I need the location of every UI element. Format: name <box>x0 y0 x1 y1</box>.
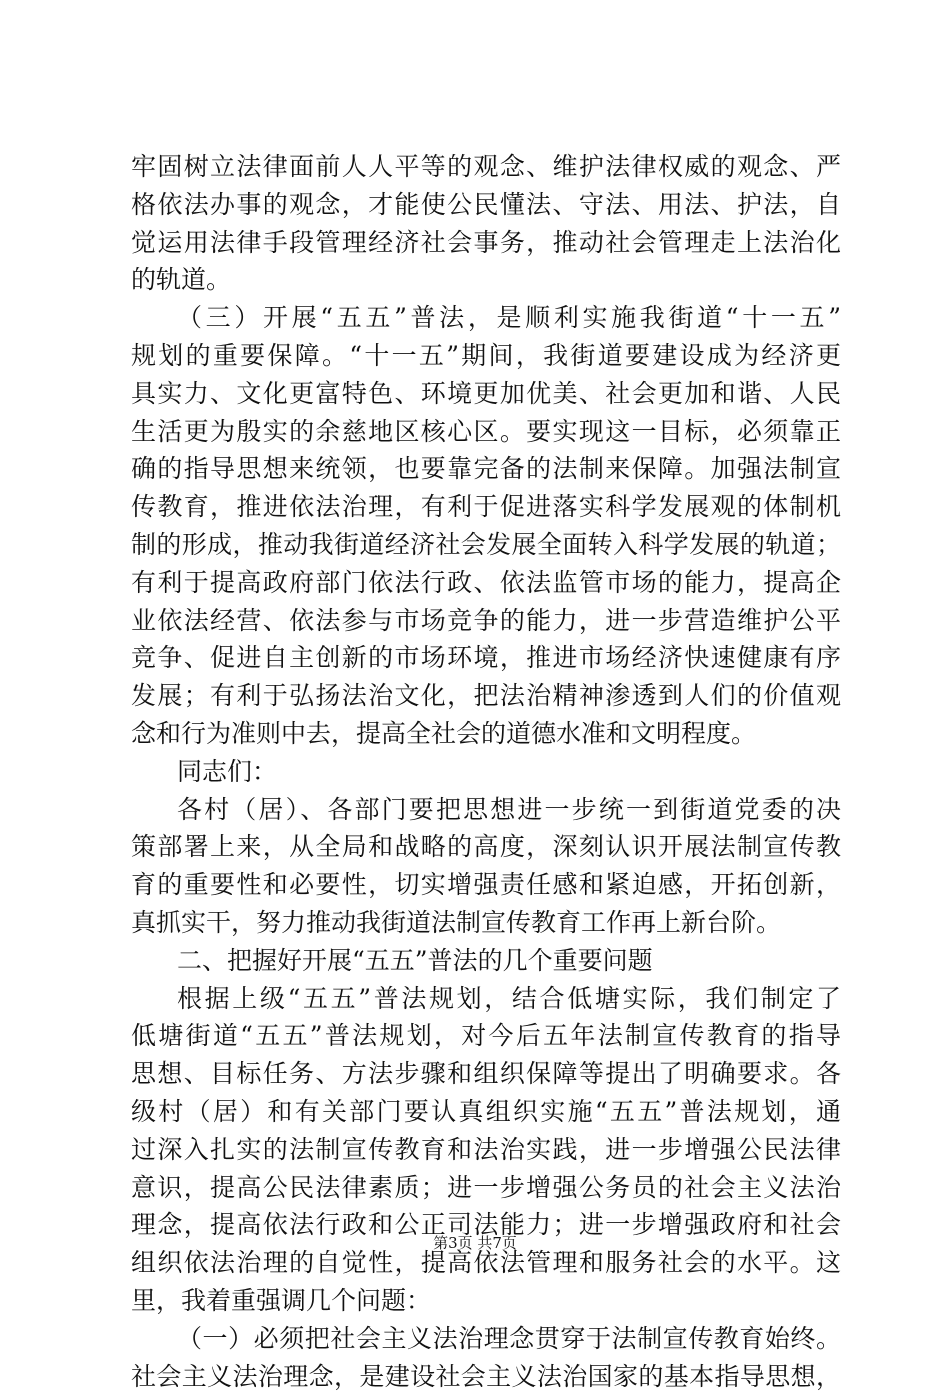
text-line: 级村（居）和有关部门要认真组织实施“五五”普法规划，通 <box>131 1093 841 1131</box>
page-footer: 第3页 共7页 <box>0 1233 950 1253</box>
text-line: 过深入扎实的法制宣传教育和法治实践，进一步增强公民法律 <box>131 1131 841 1169</box>
text-line: 社会主义法治理念，是建设社会主义法治国家的基本指导思想， <box>131 1358 841 1395</box>
text-line: 牢固树立法律面前人人平等的观念、维护法律权威的观念、严 <box>131 148 841 186</box>
text-line: 根据上级“五五”普法规划，结合低塘实际，我们制定了 <box>131 980 841 1018</box>
text-line: 育的重要性和必要性，切实增强责任感和紧迫感，开拓创新， <box>131 866 841 904</box>
text-line: （一）必须把社会主义法治理念贯穿于法制宣传教育始终。 <box>131 1320 841 1358</box>
text-line: 格依法办事的观念，才能使公民懂法、守法、用法、护法，自 <box>131 186 841 224</box>
text-line: （三）开展“五五”普法，是顺利实施我街道“十一五” <box>131 299 841 337</box>
text-line: 策部署上来，从全局和战略的高度，深刻认识开展法制宣传教 <box>131 828 841 866</box>
text-line: 念和行为准则中去，提高全社会的道德水准和文明程度。 <box>131 715 841 753</box>
text-line: 意识，提高公民法律素质；进一步增强公务员的社会主义法治 <box>131 1169 841 1207</box>
text-line: 竞争、促进自主创新的市场环境，推进市场经济快速健康有序 <box>131 639 841 677</box>
text-line: 思想、目标任务、方法步骤和组织保障等提出了明确要求。各 <box>131 1055 841 1093</box>
text-line: 规划的重要保障。“十一五”期间，我街道要建设成为经济更 <box>131 337 841 375</box>
text-line: 二、把握好开展“五五”普法的几个重要问题 <box>131 942 841 980</box>
text-line: 组织依法治理的自觉性，提高依法管理和服务社会的水平。这 <box>131 1244 841 1282</box>
text-line: 各村（居）、各部门要把思想进一步统一到街道党委的决 <box>131 791 841 829</box>
text-line: 传教育，推进依法治理，有利于促进落实科学发展观的体制机 <box>131 488 841 526</box>
text-line: 发展；有利于弘扬法治文化，把法治精神渗透到人们的价值观 <box>131 677 841 715</box>
text-line: 觉运用法律手段管理经济社会事务，推动社会管理走上法治化 <box>131 224 841 262</box>
text-line: 具实力、文化更富特色、环境更加优美、社会更加和谐、人民 <box>131 375 841 413</box>
text-line: 同志们： <box>131 753 841 791</box>
text-line: 制的形成，推动我街道经济社会发展全面转入科学发展的轨道； <box>131 526 841 564</box>
text-line: 确的指导思想来统领，也要靠完备的法制来保障。加强法制宣 <box>131 450 841 488</box>
text-line: 真抓实干，努力推动我街道法制宣传教育工作再上新台阶。 <box>131 904 841 942</box>
text-line: 低塘街道“五五”普法规划，对今后五年法制宣传教育的指导 <box>131 1017 841 1055</box>
text-line: 理念，提高依法行政和公正司法能力；进一步增强政府和社会 <box>131 1206 841 1244</box>
text-line: 业依法经营、依法参与市场竞争的能力，进一步营造维护公平 <box>131 602 841 640</box>
document-body <box>131 148 841 1395</box>
text-line: 里，我着重强调几个问题： <box>131 1282 841 1320</box>
text-line: 的轨道。 <box>131 261 841 299</box>
text-line: 有利于提高政府部门依法行政、依法监管市场的能力，提高企 <box>131 564 841 602</box>
text-line: 生活更为殷实的余慈地区核心区。要实现这一目标，必须靠正 <box>131 413 841 451</box>
